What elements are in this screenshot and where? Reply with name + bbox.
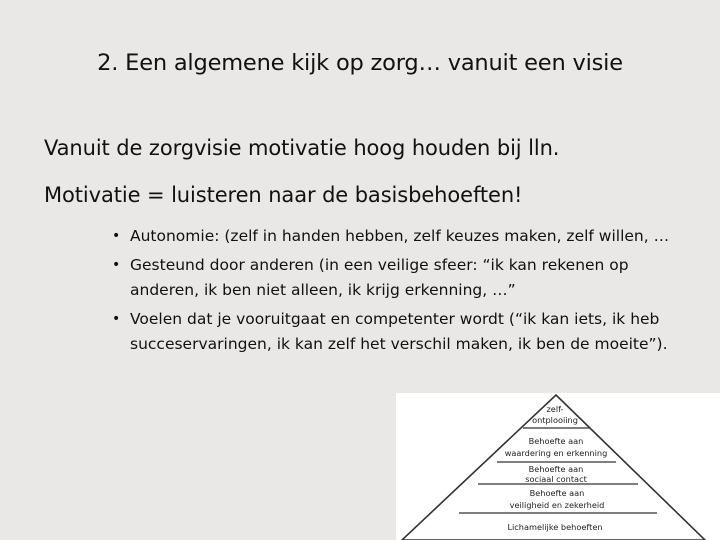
pyramid-level-2-line-2: waardering en erkenning xyxy=(504,448,608,458)
intro-line-2: Motivatie = luisteren naar de basisbehoeften! xyxy=(44,183,523,207)
pyramid-level-4-line-1: Behoefte aan xyxy=(529,488,585,498)
bullet-dot: • xyxy=(112,311,121,327)
intro-line-1: Vanuit de zorgvisie motivatie hoog houden bij lln. xyxy=(44,136,560,160)
pyramid-level-4-line-2: veiligheid en zekerheid xyxy=(509,500,605,510)
pyramid-level-3-line-1: Behoefte aan xyxy=(528,464,584,474)
slide-title: 2. Een algemene kijk op zorg… vanuit een visie xyxy=(97,50,623,76)
bullet-dot: • xyxy=(112,257,121,273)
bullet-text: Voelen dat je vooruitgaat en competenter wordt (“ik kan iets, ik heb succeservaringen, ik kan zelf het verschil maken, ik ben de moeite”). xyxy=(130,310,668,353)
bullet-text: Gesteund door anderen (in een veilige sfeer: “ik kan rekenen op anderen, ik ben niet alleen, ik krijg erkenning, …” xyxy=(130,256,629,299)
pyramid-level-2-line-1: Behoefte aan xyxy=(528,436,584,446)
bullet-text: Autonomie: (zelf in handen hebben, zelf keuzes maken, zelf willen, … xyxy=(130,227,670,245)
pyramid-level-5-line-1: Lichamelijke behoeften xyxy=(507,522,603,532)
bullet-dot: • xyxy=(112,228,121,244)
pyramid-level-1-line-1: zelf- xyxy=(546,404,564,414)
pyramid-level-3-line-2: sociaal contact xyxy=(525,474,587,484)
pyramid-level-1-line-2: ontplooiing xyxy=(532,415,578,425)
